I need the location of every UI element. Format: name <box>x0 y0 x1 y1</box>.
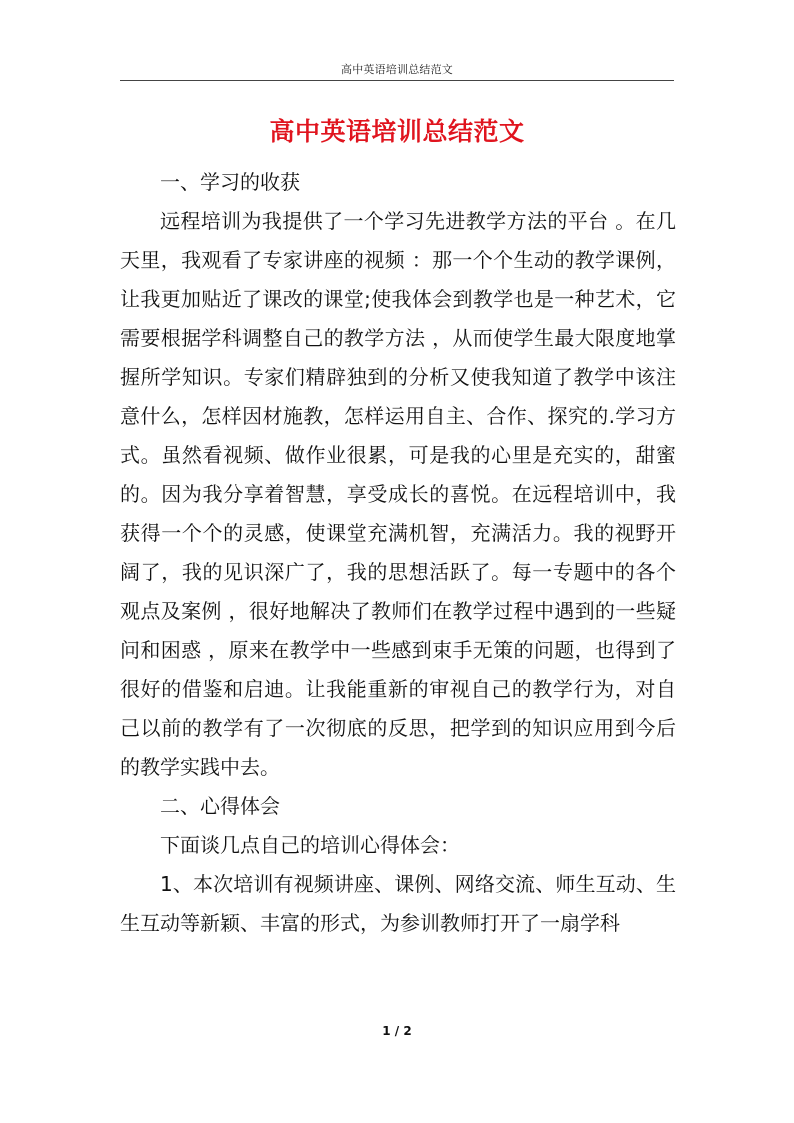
page-number: 1 / 2 <box>382 1024 412 1038</box>
header-divider <box>120 80 674 81</box>
section-heading-gains: 一、学习的收获 <box>160 170 300 194</box>
body-paragraph: 1、本次培训有视频讲座、课例、网络交流、师生互动、生生互动等新颖、丰富的形式，为参训教师打开了一扇学科 <box>120 872 676 935</box>
body-paragraph: 远程培训为我提供了一个学习先进教学方法的平台 。在几天里，我观看了专家讲座的视频 ：那一个个生动的教学课例，让我更加贴近了课改的课堂;使我体会到教学也是一种艺术，它需要根据学科调整自己的教学方法 ，从而使学生最大限度地掌握所学知识。专家们精辟独到的分析又使我知道了教学中该注意什么，怎样因材施教，怎样运用自主、合作、探究的.学习方式。虽然看视频、做作业很累，可是我的心里是充实的，甜蜜的。因为我分享着智慧，享受成长的喜悦。在远程培训中，我获得一个个的灵感，使课堂充满机智，充满活力。我的视野开阔了，我的见识深广了，我的思想活跃了。每一专题中的各个观点及案例 ，很好地解决了教师们在教学过程中遇到的一些疑问和困惑 ，原来在教学中一些感到束手无策的问题，也得到了很好的借鉴和启迪。让我能重新的审视自己的教学行为，对自己以前的教学有了一次彻底的反思，把学到的知识应用到今后的教学实践中去。 <box>120 209 676 779</box>
section-heading-insights: 二、心得体会 <box>160 794 280 818</box>
running-header: 高中英语培训总结范文 <box>341 63 453 76</box>
document-title: 高中英语培训总结范文 <box>269 117 525 146</box>
body-paragraph: 下面谈几点自己的培训心得体会： <box>160 833 460 857</box>
document-body <box>120 163 676 943</box>
